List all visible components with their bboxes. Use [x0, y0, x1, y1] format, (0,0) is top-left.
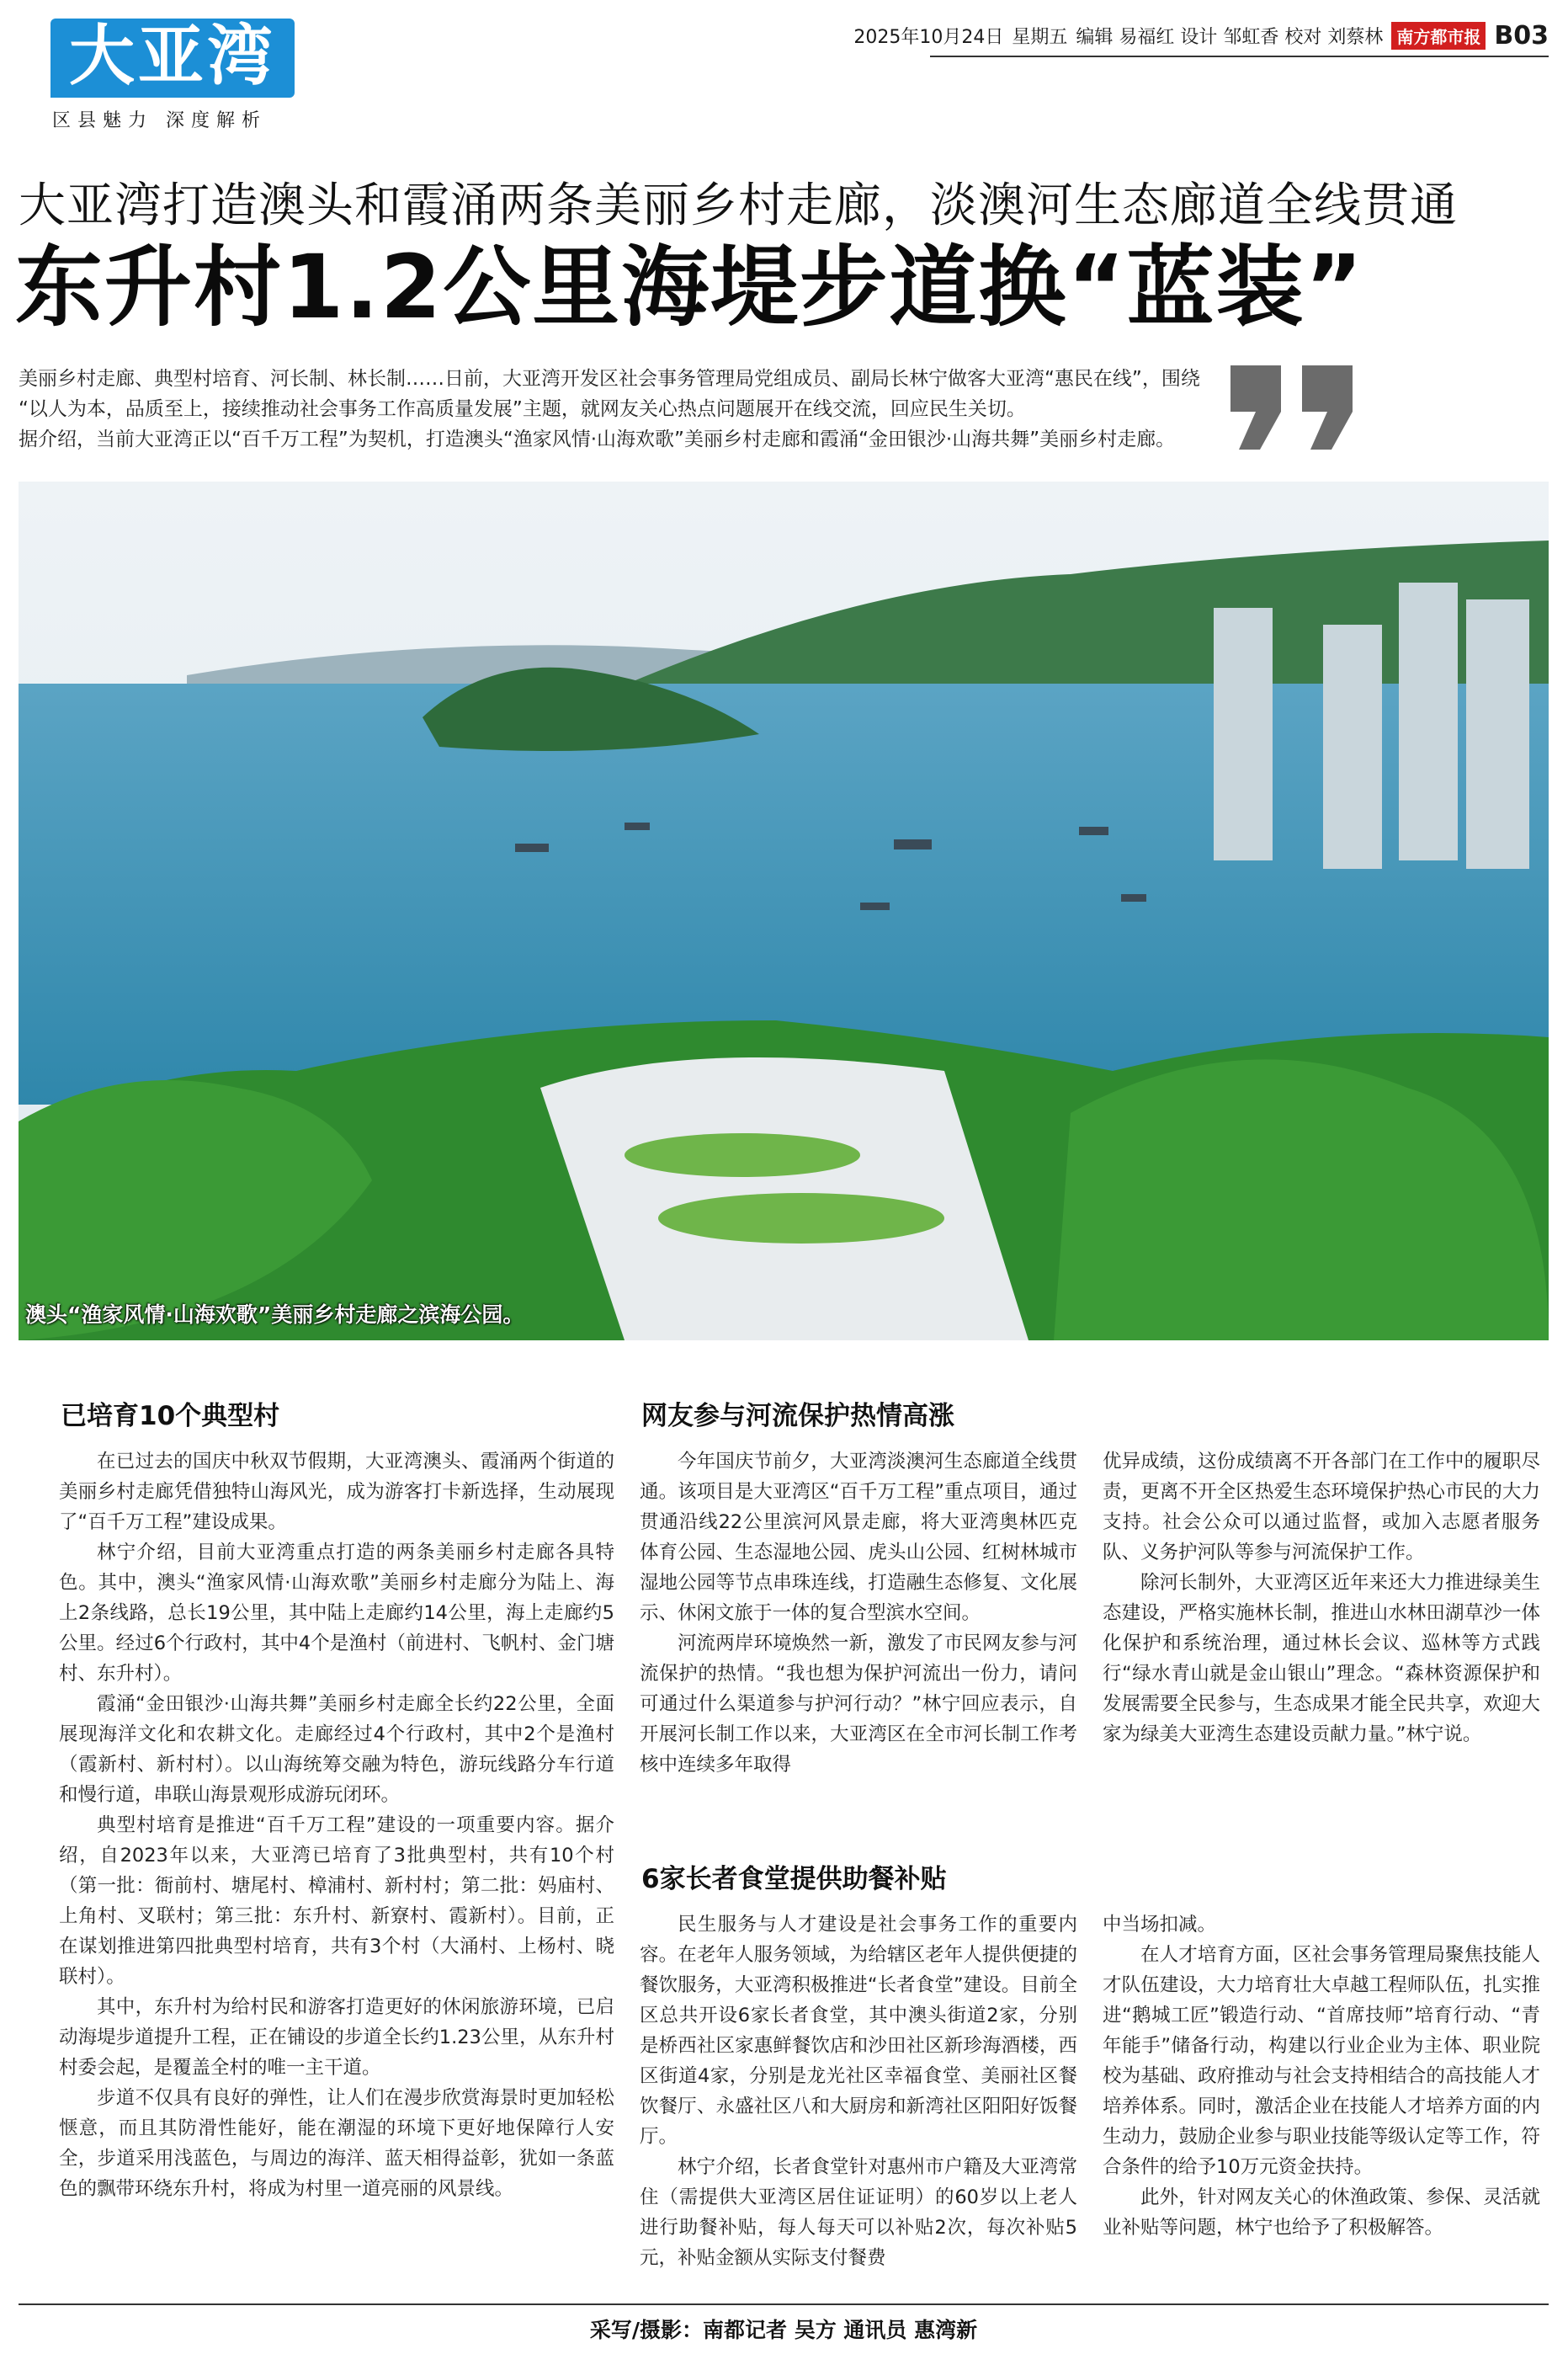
paragraph: 今年国庆节前夕，大亚湾淡澳河生态廊道全线贯通。该项目是大亚湾区“百千万工程”重点项目，通过贯通沿线22公里滨河风景走廊，将大亚湾奥林匹克体育公园、生态湿地公园、虎头山公园、红树林城市湿地公园等节点串珠连线，打造融生态修复、文化展示、休闲文旅于一体的复合型滨水空间。 [640, 1451, 1077, 1624]
masthead [50, 19, 295, 132]
page-header [853, 20, 1549, 51]
paragraph: 除河长制外，大亚湾区近年来还大力推进绿美生态建设，严格实施林长制，推进山水林田湖草沙一体化保护和系统治理，通过林长会议、巡林等方式践行“绿水青山就是金山银山”理念。“森林资源保护和发展需要全民参与，生态成果才能全民共享，欢迎大家为绿美大亚湾生态建设贡献力量。”林宁说。 [1103, 1572, 1540, 1745]
lead-line: 据介绍，当前大亚湾正以“百千万工程”为契机，打造澳头“渔家风情·山海欢歌”美丽乡村走廊和霞涌“金田银沙·山海共舞”美丽乡村走廊。 [19, 429, 1176, 450]
issue-weekday: 星期五 [1012, 26, 1068, 48]
section-subtitle: 区县魅力 深度解析 [52, 110, 267, 131]
article-column [640, 1909, 1077, 2273]
page-number: B03 [1494, 20, 1549, 51]
article-column [640, 1446, 1077, 1780]
article-lead [19, 364, 1200, 455]
footer-rule [19, 2303, 1549, 2305]
coastal-park-photo [19, 482, 1549, 1340]
paragraph: 典型村培育是推进“百千万工程”建设的一项重要内容。据介绍，自2023年以来，大亚湾已培育了3批典型村，共有10个村（第一批：衙前村、塘尾村、樟浦村、新村村；第二批：妈庙村、上角村、叉联村；第三批：东升村、新寮村、霞新村）。目前，正在谋划推进第四批典型村培育，共有3个村（大涌村、上杨村、晓联村）。 [59, 1814, 614, 1988]
staff-credits: 编辑 易福红 设计 邹虹香 校对 刘蔡林 [1076, 26, 1384, 48]
paragraph: 在已过去的国庆中秋双节假期，大亚湾澳头、霞涌两个街道的美丽乡村走廊凭借独特山海风光，成为游客打卡新选择，生动展现了“百千万工程”建设成果。 [59, 1451, 614, 1533]
paragraph: 步道不仅具有良好的弹性，让人们在漫步欣赏海景时更加轻松惬意，而且其防滑性能好，能在潮湿的环境下更好地保障行人安全，步道采用浅蓝色，与周边的海洋、蓝天相得益彰，犹如一条蓝色的飘带环绕东升村，将成为村里一道亮丽的风景线。 [59, 2087, 614, 2200]
issue-date: 2025年10月24日 [853, 26, 1004, 48]
paragraph: 在人才培育方面，区社会事务管理局聚焦技能人才队伍建设，大力培育壮大卓越工程师队伍，扎实推进“鹅城工匠”锻造行动、“首席技师”培育行动、“青年能手”储备行动，构建以行业企业为主体、职业院校为基础、政府推动与社会支持相结合的高技能人才培养体系。同时，激活企业在技能人才培养方面的内生动力，鼓励企业参与职业技能等级认定等工作，符合条件的给予10万元资金扶持。 [1103, 1944, 1540, 2178]
lead-line: 美丽乡村走廊、典型村培育、河长制、林长制……日前，大亚湾开发区社会事务管理局党组成员、副局长林宁做客大亚湾“惠民在线”，围绕 [19, 368, 1200, 390]
paragraph: 霞涌“金田银沙·山海共舞”美丽乡村走廊全长约22公里，全面展现海洋文化和农耕文化。走廊经过4个行政村，其中2个是渔村（霞新村、新村村）。以山海统筹交融为特色，游玩线路分车行道和慢行道，串联山海景观形成游玩闭环。 [59, 1693, 614, 1806]
header-rule [930, 56, 1549, 57]
main-headline: 东升村1.2公里海堤步道换“蓝装” [15, 236, 1364, 338]
paragraph: 中当场扣减。 [1103, 1914, 1217, 1936]
section-title: 已培育10个典型村 [61, 1401, 280, 1431]
paragraph: 民生服务与人才建设是社会事务工作的重要内容。在老年人服务领域，为给辖区老年人提供便捷的餐饮服务，大亚湾积极推进“长者食堂”建设。目前全区总共开设6家长者食堂，其中澳头街道2家，分别是桥西社区家惠鲜餐饮店和沙田社区新珍海酒楼，西区街道4家，分别是龙光社区幸福食堂、美丽社区餐饮餐厅、永盛社区八和大厨房和新湾社区阳阳好饭餐厅。 [640, 1914, 1077, 2148]
paragraph: 河流两岸环境焕然一新，激发了市民网友参与河流保护的热情。“我也想为保护河流出一份力，请问可通过什么渠道参与护河行动？”林宁回应表示，自开展河长制工作以来，大亚湾区在全市河长制工作考核中连续多年取得 [640, 1632, 1077, 1776]
article-column [1103, 1446, 1540, 1750]
kicker-headline: 大亚湾打造澳头和霞涌两条美丽乡村走廊，淡澳河生态廊道全线贯通 [19, 178, 1458, 233]
paragraph: 此外，针对网友关心的休渔政策、参保、灵活就业补贴等问题，林宁也给予了积极解答。 [1103, 2186, 1540, 2239]
newspaper-logo: 南方都市报 [1391, 22, 1486, 50]
photo-caption: 澳头“渔家风情·山海欢歌”美丽乡村走廊之滨海公园。 [25, 1302, 524, 1327]
section-logo: 大亚湾 [50, 19, 295, 98]
section-title: 6家长者食堂提供助餐补贴 [641, 1864, 947, 1894]
quote-icon [1222, 357, 1365, 458]
paragraph: 林宁介绍，长者食堂针对惠州市户籍及大亚湾常住（需提供大亚湾区居住证证明）的60岁以上老人进行助餐补贴，每人每天可以补贴2次，每次补贴5元，补贴金额从实际支付餐费 [640, 2156, 1077, 2269]
paragraph: 其中，东升村为给村民和游客打造更好的休闲旅游环境，已启动海堤步道提升工程，正在铺设的步道全长约1.23公里，从东升村村委会起，是覆盖全村的唯一主干道。 [59, 1996, 614, 2079]
paragraph: 优异成绩，这份成绩离不开各部门在工作中的履职尽责，更离不开全区热爱生态环境保护热心市民的大力支持。社会公众可以通过监督，或加入志愿者服务队、义务护河队等参与河流保护工作。 [1103, 1451, 1540, 1563]
article-column [59, 1446, 614, 2204]
paragraph: 林宁介绍，目前大亚湾重点打造的两条美丽乡村走廊各具特色。其中，澳头“渔家风情·山海欢歌”美丽乡村走廊分为陆上、海上2条线路，总长19公里，其中陆上走廊约14公里，海上走廊约5公里。经过6个行政村，其中4个是渔村（前进村、飞帆村、金门塘村、东升村）。 [59, 1542, 614, 1685]
article-column [1103, 1909, 1540, 2243]
lead-line: “以人为本，品质至上，接续推动社会事务工作高质量发展”主题，就网友关心热点问题展开在线交流，回应民生关切。 [19, 398, 1026, 420]
section-title: 网友参与河流保护热情高涨 [641, 1401, 954, 1431]
byline-credit: 采写/摄影：南都记者 吴方 通讯员 惠湾新 [589, 2318, 978, 2342]
